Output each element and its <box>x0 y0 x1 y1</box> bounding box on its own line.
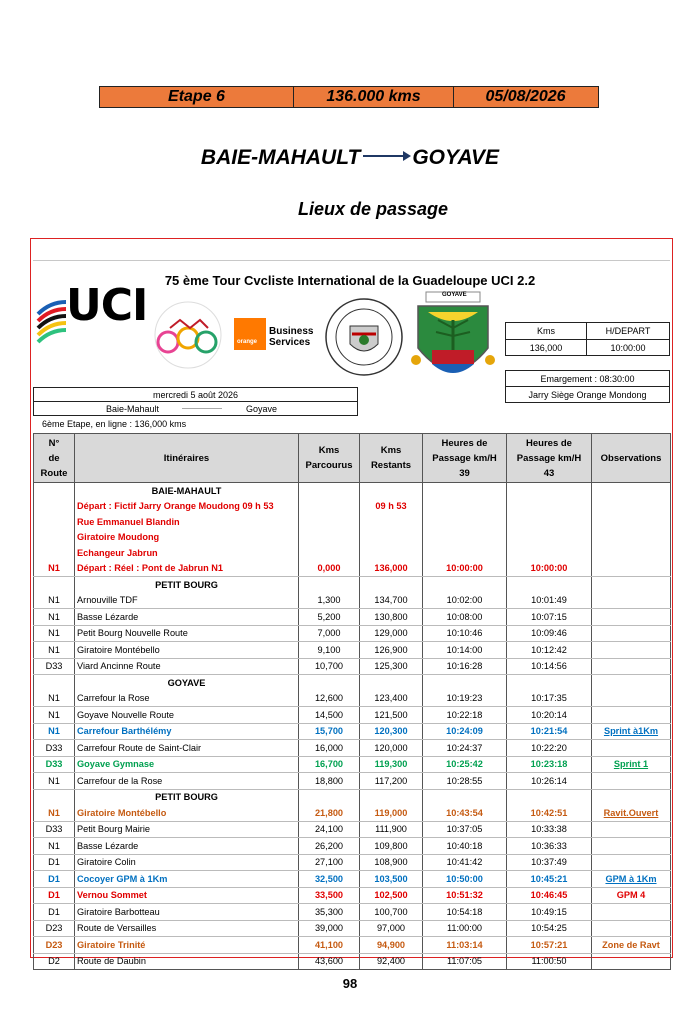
table-row <box>34 773 671 790</box>
stage-date: 05/08/2026 <box>485 88 566 105</box>
observation-cell: Sprint à1Km <box>592 723 671 740</box>
table-row <box>34 805 671 821</box>
kms-restants-cell <box>360 514 423 530</box>
kms-restants-cell: 129,000 <box>360 625 423 642</box>
route-cell: N1 <box>34 625 75 642</box>
kms-restants-cell: 136,000 <box>360 561 423 577</box>
empty-cell <box>299 675 360 691</box>
heure-43-cell: 10:20:14 <box>507 707 592 724</box>
empty-cell <box>507 789 592 805</box>
heure-43-cell: 10:36:33 <box>507 838 592 855</box>
business-services-text <box>269 326 313 348</box>
col-header-kms-restants: Kms Restants <box>360 434 423 483</box>
route-cell: N1 <box>34 561 75 577</box>
kms-restants-cell: 119,000 <box>360 805 423 821</box>
kms-restants-cell: 126,900 <box>360 642 423 659</box>
kms-parcourus-cell: 1,300 <box>299 593 360 609</box>
from-to-line <box>33 401 358 416</box>
heure-43-cell <box>507 499 592 515</box>
kms-parcourus-cell: 26,200 <box>299 838 360 855</box>
kms-restants-cell <box>360 530 423 546</box>
heure-39-cell: 10:19:23 <box>423 691 507 707</box>
table-header-row <box>34 434 671 483</box>
table-row <box>34 887 671 904</box>
observation-cell <box>592 707 671 724</box>
observation-cell: Sprint 1 <box>592 756 671 773</box>
kms-restants-cell: 94,900 <box>360 937 423 954</box>
kms-parcourus-cell: 5,200 <box>299 609 360 626</box>
heure-39-cell: 10:51:32 <box>423 887 507 904</box>
heure-43-cell: 10:26:14 <box>507 773 592 790</box>
heure-43-cell: 10:14:56 <box>507 658 592 675</box>
heure-43-cell: 10:57:21 <box>507 937 592 954</box>
route-cell: N1 <box>34 805 75 821</box>
uci-logo-text: UCI <box>66 280 148 331</box>
from-text: Baie-Mahault <box>106 404 160 414</box>
kms-parcourus-cell: 16,700 <box>299 756 360 773</box>
heure-39-cell: 10:24:09 <box>423 723 507 740</box>
table-row <box>34 904 671 921</box>
place-cell: Basse Lézarde <box>75 838 299 855</box>
route-cell: N1 <box>34 773 75 790</box>
route-cell: N1 <box>34 707 75 724</box>
table-row <box>34 499 671 515</box>
kms-value: 136,000 <box>505 339 587 356</box>
observation-cell: GPM à 1Km <box>592 871 671 888</box>
route-title <box>0 146 700 170</box>
empty-cell <box>507 675 592 691</box>
col-header-kms-parcourus: Kms Parcourus <box>299 434 360 483</box>
observation-cell <box>592 904 671 921</box>
place-cell: Giratoire Moudong <box>75 530 299 546</box>
empty-cell <box>592 577 671 593</box>
place-cell: Rue Emmanuel Blandin <box>75 514 299 530</box>
table-row <box>34 740 671 757</box>
col-header-itineraires: Itinéraires <box>75 434 299 483</box>
heure-39-cell: 11:00:00 <box>423 920 507 937</box>
heure-43-cell <box>507 545 592 561</box>
heure-43-cell: 10:00:00 <box>507 561 592 577</box>
table-row <box>34 920 671 937</box>
table-body <box>34 483 671 970</box>
heure-39-cell: 10:41:42 <box>423 854 507 871</box>
route-cell <box>34 545 75 561</box>
depart-value: 10:00:00 <box>586 339 670 356</box>
observation-cell: Zone de Ravt <box>592 937 671 954</box>
empty-cell <box>299 483 360 499</box>
heure-43-cell <box>507 530 592 546</box>
observation-cell <box>592 593 671 609</box>
place-cell: Goyave Nouvelle Route <box>75 707 299 724</box>
page-number: 98 <box>342 976 358 991</box>
table-row <box>34 609 671 626</box>
empty-cell <box>592 789 671 805</box>
divider <box>33 260 670 261</box>
place-cell: Arnouville TDF <box>75 593 299 609</box>
table-row <box>34 642 671 659</box>
table-row <box>34 838 671 855</box>
heure-43-cell: 10:17:35 <box>507 691 592 707</box>
uci-logo <box>36 280 148 350</box>
comite-logo <box>150 298 226 372</box>
kms-restants-cell <box>360 545 423 561</box>
col-header-heures-39: Heures de Passage km/H 39 <box>423 434 507 483</box>
route-cell: N1 <box>34 593 75 609</box>
place-cell: Carrefour Route de Saint-Clair <box>75 740 299 757</box>
empty-cell <box>423 789 507 805</box>
heure-43-cell: 10:01:49 <box>507 593 592 609</box>
kms-parcourus-cell: 12,600 <box>299 691 360 707</box>
table-row <box>34 854 671 871</box>
empty-cell <box>360 483 423 499</box>
table-row <box>34 593 671 609</box>
heure-39-cell: 10:24:37 <box>423 740 507 757</box>
place-cell: Viard Ancinne Route <box>75 658 299 675</box>
observation-cell <box>592 838 671 855</box>
section-row <box>34 483 671 499</box>
place-cell: Cocoyer GPM à 1Km <box>75 871 299 888</box>
observation-cell: GPM 4 <box>592 887 671 904</box>
table-row <box>34 821 671 838</box>
empty-cell <box>360 675 423 691</box>
observation-cell <box>592 773 671 790</box>
heure-39-cell <box>423 514 507 530</box>
observation-cell <box>592 514 671 530</box>
kms-parcourus-cell: 21,800 <box>299 805 360 821</box>
observation-cell <box>592 920 671 937</box>
arrow-line-icon <box>182 408 222 409</box>
heure-39-cell: 10:54:18 <box>423 904 507 921</box>
empty-cell <box>299 789 360 805</box>
heure-39-cell: 11:03:14 <box>423 937 507 954</box>
kms-restants-cell: 134,700 <box>360 593 423 609</box>
observation-cell <box>592 609 671 626</box>
kms-restants-cell: 117,200 <box>360 773 423 790</box>
kms-restants-cell: 125,300 <box>360 658 423 675</box>
kms-restants-cell: 102,500 <box>360 887 423 904</box>
kms-parcourus-cell: 7,000 <box>299 625 360 642</box>
section-label: PETIT BOURG <box>75 789 299 805</box>
observation-cell <box>592 499 671 515</box>
kms-parcourus-cell: 27,100 <box>299 854 360 871</box>
heure-43-cell: 10:37:49 <box>507 854 592 871</box>
heure-43-cell: 10:42:51 <box>507 805 592 821</box>
heure-39-cell: 10:14:00 <box>423 642 507 659</box>
page-subtitle: Lieux de passage <box>297 199 449 219</box>
kms-restants-cell: 103,500 <box>360 871 423 888</box>
observation-cell <box>592 740 671 757</box>
heure-39-cell <box>423 499 507 515</box>
empty-cell <box>34 483 75 499</box>
route-cell: D1 <box>34 854 75 871</box>
kms-restants-cell: 109,800 <box>360 838 423 855</box>
kms-parcourus-cell: 24,100 <box>299 821 360 838</box>
empty-cell <box>423 483 507 499</box>
goyave-crest <box>408 290 498 396</box>
table-row <box>34 953 671 970</box>
heure-43-cell: 10:33:38 <box>507 821 592 838</box>
baie-mahault-seal <box>322 296 406 378</box>
business-label: Business <box>269 326 314 337</box>
heure-43-cell: 10:12:42 <box>507 642 592 659</box>
heure-43-cell: 10:49:15 <box>507 904 592 921</box>
kms-restants-cell: 119,300 <box>360 756 423 773</box>
route-cell: N1 <box>34 642 75 659</box>
table-row <box>34 530 671 546</box>
kms-restants-cell: 121,500 <box>360 707 423 724</box>
itinerary-table <box>33 433 671 970</box>
comite-logo-text <box>150 298 226 299</box>
kms-parcourus-cell: 10,700 <box>299 658 360 675</box>
col-header-route: N° de Route <box>34 434 75 483</box>
section-label: PETIT BOURG <box>75 577 299 593</box>
kms-parcourus-cell: 35,300 <box>299 904 360 921</box>
route-cell: D23 <box>34 937 75 954</box>
heure-43-cell: 10:45:21 <box>507 871 592 888</box>
route-cell <box>34 530 75 546</box>
heure-39-cell: 10:28:55 <box>423 773 507 790</box>
kms-parcourus-cell: 9,100 <box>299 642 360 659</box>
seal-text <box>322 296 341 297</box>
route-cell <box>34 514 75 530</box>
section-row <box>34 577 671 593</box>
empty-cell <box>423 675 507 691</box>
kms-restants-cell: 123,400 <box>360 691 423 707</box>
table-row <box>34 658 671 675</box>
goyave-crest-icon <box>408 290 498 396</box>
heure-43-cell: 10:22:20 <box>507 740 592 757</box>
empty-cell <box>507 577 592 593</box>
section-label: BAIE-MAHAULT <box>75 483 299 499</box>
kms-restants-cell: 130,800 <box>360 609 423 626</box>
place-cell: Petit Bourg Mairie <box>75 821 299 838</box>
route-cell: N1 <box>34 723 75 740</box>
kms-restants-cell: 111,900 <box>360 821 423 838</box>
route-cell: D1 <box>34 871 75 888</box>
heure-39-cell: 10:25:42 <box>423 756 507 773</box>
table-row <box>34 871 671 888</box>
empty-cell <box>360 577 423 593</box>
kms-parcourus-cell: 16,000 <box>299 740 360 757</box>
route-cell: D1 <box>34 904 75 921</box>
stage-description: 6ème Etape, en ligne : 136,000 kms <box>42 419 187 429</box>
kms-parcourus-cell <box>299 514 360 530</box>
place-cell: Giratoire Barbotteau <box>75 904 299 921</box>
heure-43-cell: 10:23:18 <box>507 756 592 773</box>
event-title: 75 ème Tour Cvcliste International de la Guadeloupe UCI 2.2 <box>164 273 536 288</box>
col-header-heures-43: Heures de Passage km/H 43 <box>507 434 592 483</box>
kms-parcourus-cell: 14,500 <box>299 707 360 724</box>
observation-cell <box>592 545 671 561</box>
kms-parcourus-cell: 15,700 <box>299 723 360 740</box>
heure-43-cell <box>507 514 592 530</box>
place-cell: Route de Versailles <box>75 920 299 937</box>
date-line: mercredi 5 août 2026 <box>33 387 358 402</box>
observation-cell <box>592 854 671 871</box>
table-row <box>34 561 671 577</box>
place-cell: Giratoire Montébello <box>75 805 299 821</box>
heure-43-cell: 10:54:25 <box>507 920 592 937</box>
place-cell: Départ : Réel : Pont de Jabrun N1 <box>75 561 299 577</box>
place-cell: Route de Daubin <box>75 953 299 970</box>
table-row <box>34 625 671 642</box>
kms-parcourus-cell <box>299 545 360 561</box>
city-seal-icon <box>322 296 406 378</box>
route-cell: D1 <box>34 887 75 904</box>
route-cell: D33 <box>34 821 75 838</box>
heure-43-cell: 10:21:54 <box>507 723 592 740</box>
place-cell: Echangeur Jabrun <box>75 545 299 561</box>
route-cell <box>34 499 75 515</box>
kms-parcourus-cell: 41,100 <box>299 937 360 954</box>
route-cell: N1 <box>34 838 75 855</box>
place-cell: Giratoire Trinité <box>75 937 299 954</box>
observation-cell <box>592 821 671 838</box>
route-cell: N1 <box>34 691 75 707</box>
heure-43-cell: 10:09:46 <box>507 625 592 642</box>
observation-cell <box>592 953 671 970</box>
route-cell: N1 <box>34 609 75 626</box>
empty-cell <box>592 675 671 691</box>
goyave-crest-text: GOYAVE <box>442 292 467 298</box>
heure-39-cell: 10:02:00 <box>423 593 507 609</box>
observation-cell: Ravit.Ouvert <box>592 805 671 821</box>
table-row <box>34 937 671 954</box>
stage-label: Etape 6 <box>100 87 294 107</box>
route-cell: D33 <box>34 756 75 773</box>
orange-logo-text: orange <box>237 339 258 345</box>
stage-bar <box>99 86 599 108</box>
table-row <box>34 723 671 740</box>
kms-parcourus-cell <box>299 530 360 546</box>
col-header-observations: Observations <box>592 434 671 483</box>
to-text: Goyave <box>246 404 278 414</box>
empty-cell <box>299 577 360 593</box>
kms-restants-cell: 92,400 <box>360 953 423 970</box>
heure-39-cell: 11:07:05 <box>423 953 507 970</box>
observation-cell <box>592 625 671 642</box>
place-cell: Vernou Sommet <box>75 887 299 904</box>
table-row <box>34 514 671 530</box>
kms-restants-cell: 108,900 <box>360 854 423 871</box>
heure-39-cell: 10:37:05 <box>423 821 507 838</box>
observation-cell <box>592 530 671 546</box>
heure-39-cell <box>423 545 507 561</box>
kms-restants-cell: 97,000 <box>360 920 423 937</box>
section-row <box>34 789 671 805</box>
heure-39-cell: 10:50:00 <box>423 871 507 888</box>
heure-39-cell: 10:22:18 <box>423 707 507 724</box>
heure-43-cell: 10:07:15 <box>507 609 592 626</box>
heure-39-cell: 10:16:28 <box>423 658 507 675</box>
place-cell: Carrefour Barthélémy <box>75 723 299 740</box>
heure-39-cell: 10:08:00 <box>423 609 507 626</box>
stage-distance: 136.000 kms <box>294 87 454 107</box>
route-from: BAIE-MAHAULT <box>200 146 361 169</box>
emargement-place: Jarry Siège Orange Mondong <box>505 386 670 403</box>
empty-cell <box>34 789 75 805</box>
emargement-time: Emargement : 08:30:00 <box>505 370 670 387</box>
observation-cell <box>592 561 671 577</box>
kms-parcourus-cell: 32,500 <box>299 871 360 888</box>
empty-cell <box>592 483 671 499</box>
kms-parcourus-cell: 43,600 <box>299 953 360 970</box>
route-cell: D23 <box>34 920 75 937</box>
right-arrow-icon <box>363 155 409 157</box>
kms-label: Kms <box>505 322 587 340</box>
route-cell: D33 <box>34 658 75 675</box>
route-to: GOYAVE <box>412 146 500 169</box>
heure-39-cell: 10:10:46 <box>423 625 507 642</box>
place-cell: Giratoire Colin <box>75 854 299 871</box>
kms-parcourus-cell: 39,000 <box>299 920 360 937</box>
depart-label: H/DEPART <box>586 322 670 340</box>
place-cell: Basse Lézarde <box>75 609 299 626</box>
empty-cell <box>423 577 507 593</box>
empty-cell <box>34 577 75 593</box>
table-row <box>34 691 671 707</box>
table-row <box>34 707 671 724</box>
route-cell: D2 <box>34 953 75 970</box>
heure-39-cell: 10:00:00 <box>423 561 507 577</box>
kms-parcourus-cell: 33,500 <box>299 887 360 904</box>
services-label: Services <box>269 337 311 348</box>
kms-parcourus-cell: 18,800 <box>299 773 360 790</box>
place-cell: Goyave Gymnase <box>75 756 299 773</box>
empty-cell <box>507 483 592 499</box>
empty-cell <box>34 675 75 691</box>
kms-restants-cell: 09 h 53 <box>360 499 423 515</box>
place-cell: Giratoire Montébello <box>75 642 299 659</box>
heure-39-cell: 10:43:54 <box>423 805 507 821</box>
kms-restants-cell: 120,300 <box>360 723 423 740</box>
place-cell: Petit Bourg Nouvelle Route <box>75 625 299 642</box>
place-cell: Carrefour la Rose <box>75 691 299 707</box>
kms-parcourus-cell: 0,000 <box>299 561 360 577</box>
heure-43-cell: 11:00:50 <box>507 953 592 970</box>
heure-39-cell <box>423 530 507 546</box>
kms-restants-cell: 120,000 <box>360 740 423 757</box>
orange-logo <box>234 318 266 350</box>
kms-parcourus-cell <box>299 499 360 515</box>
route-cell: D33 <box>34 740 75 757</box>
table-row <box>34 756 671 773</box>
place-cell: Départ : Fictif Jarry Orange Moudong 09 h 53 <box>75 499 299 515</box>
empty-cell <box>360 789 423 805</box>
table-row <box>34 545 671 561</box>
heure-43-cell: 10:46:45 <box>507 887 592 904</box>
cyclists-icon <box>150 298 226 372</box>
place-cell: Carrefour de la Rose <box>75 773 299 790</box>
observation-cell <box>592 658 671 675</box>
kms-restants-cell: 100,700 <box>360 904 423 921</box>
observation-cell <box>592 642 671 659</box>
observation-cell <box>592 691 671 707</box>
section-label: GOYAVE <box>75 675 299 691</box>
heure-39-cell: 10:40:18 <box>423 838 507 855</box>
section-row <box>34 675 671 691</box>
